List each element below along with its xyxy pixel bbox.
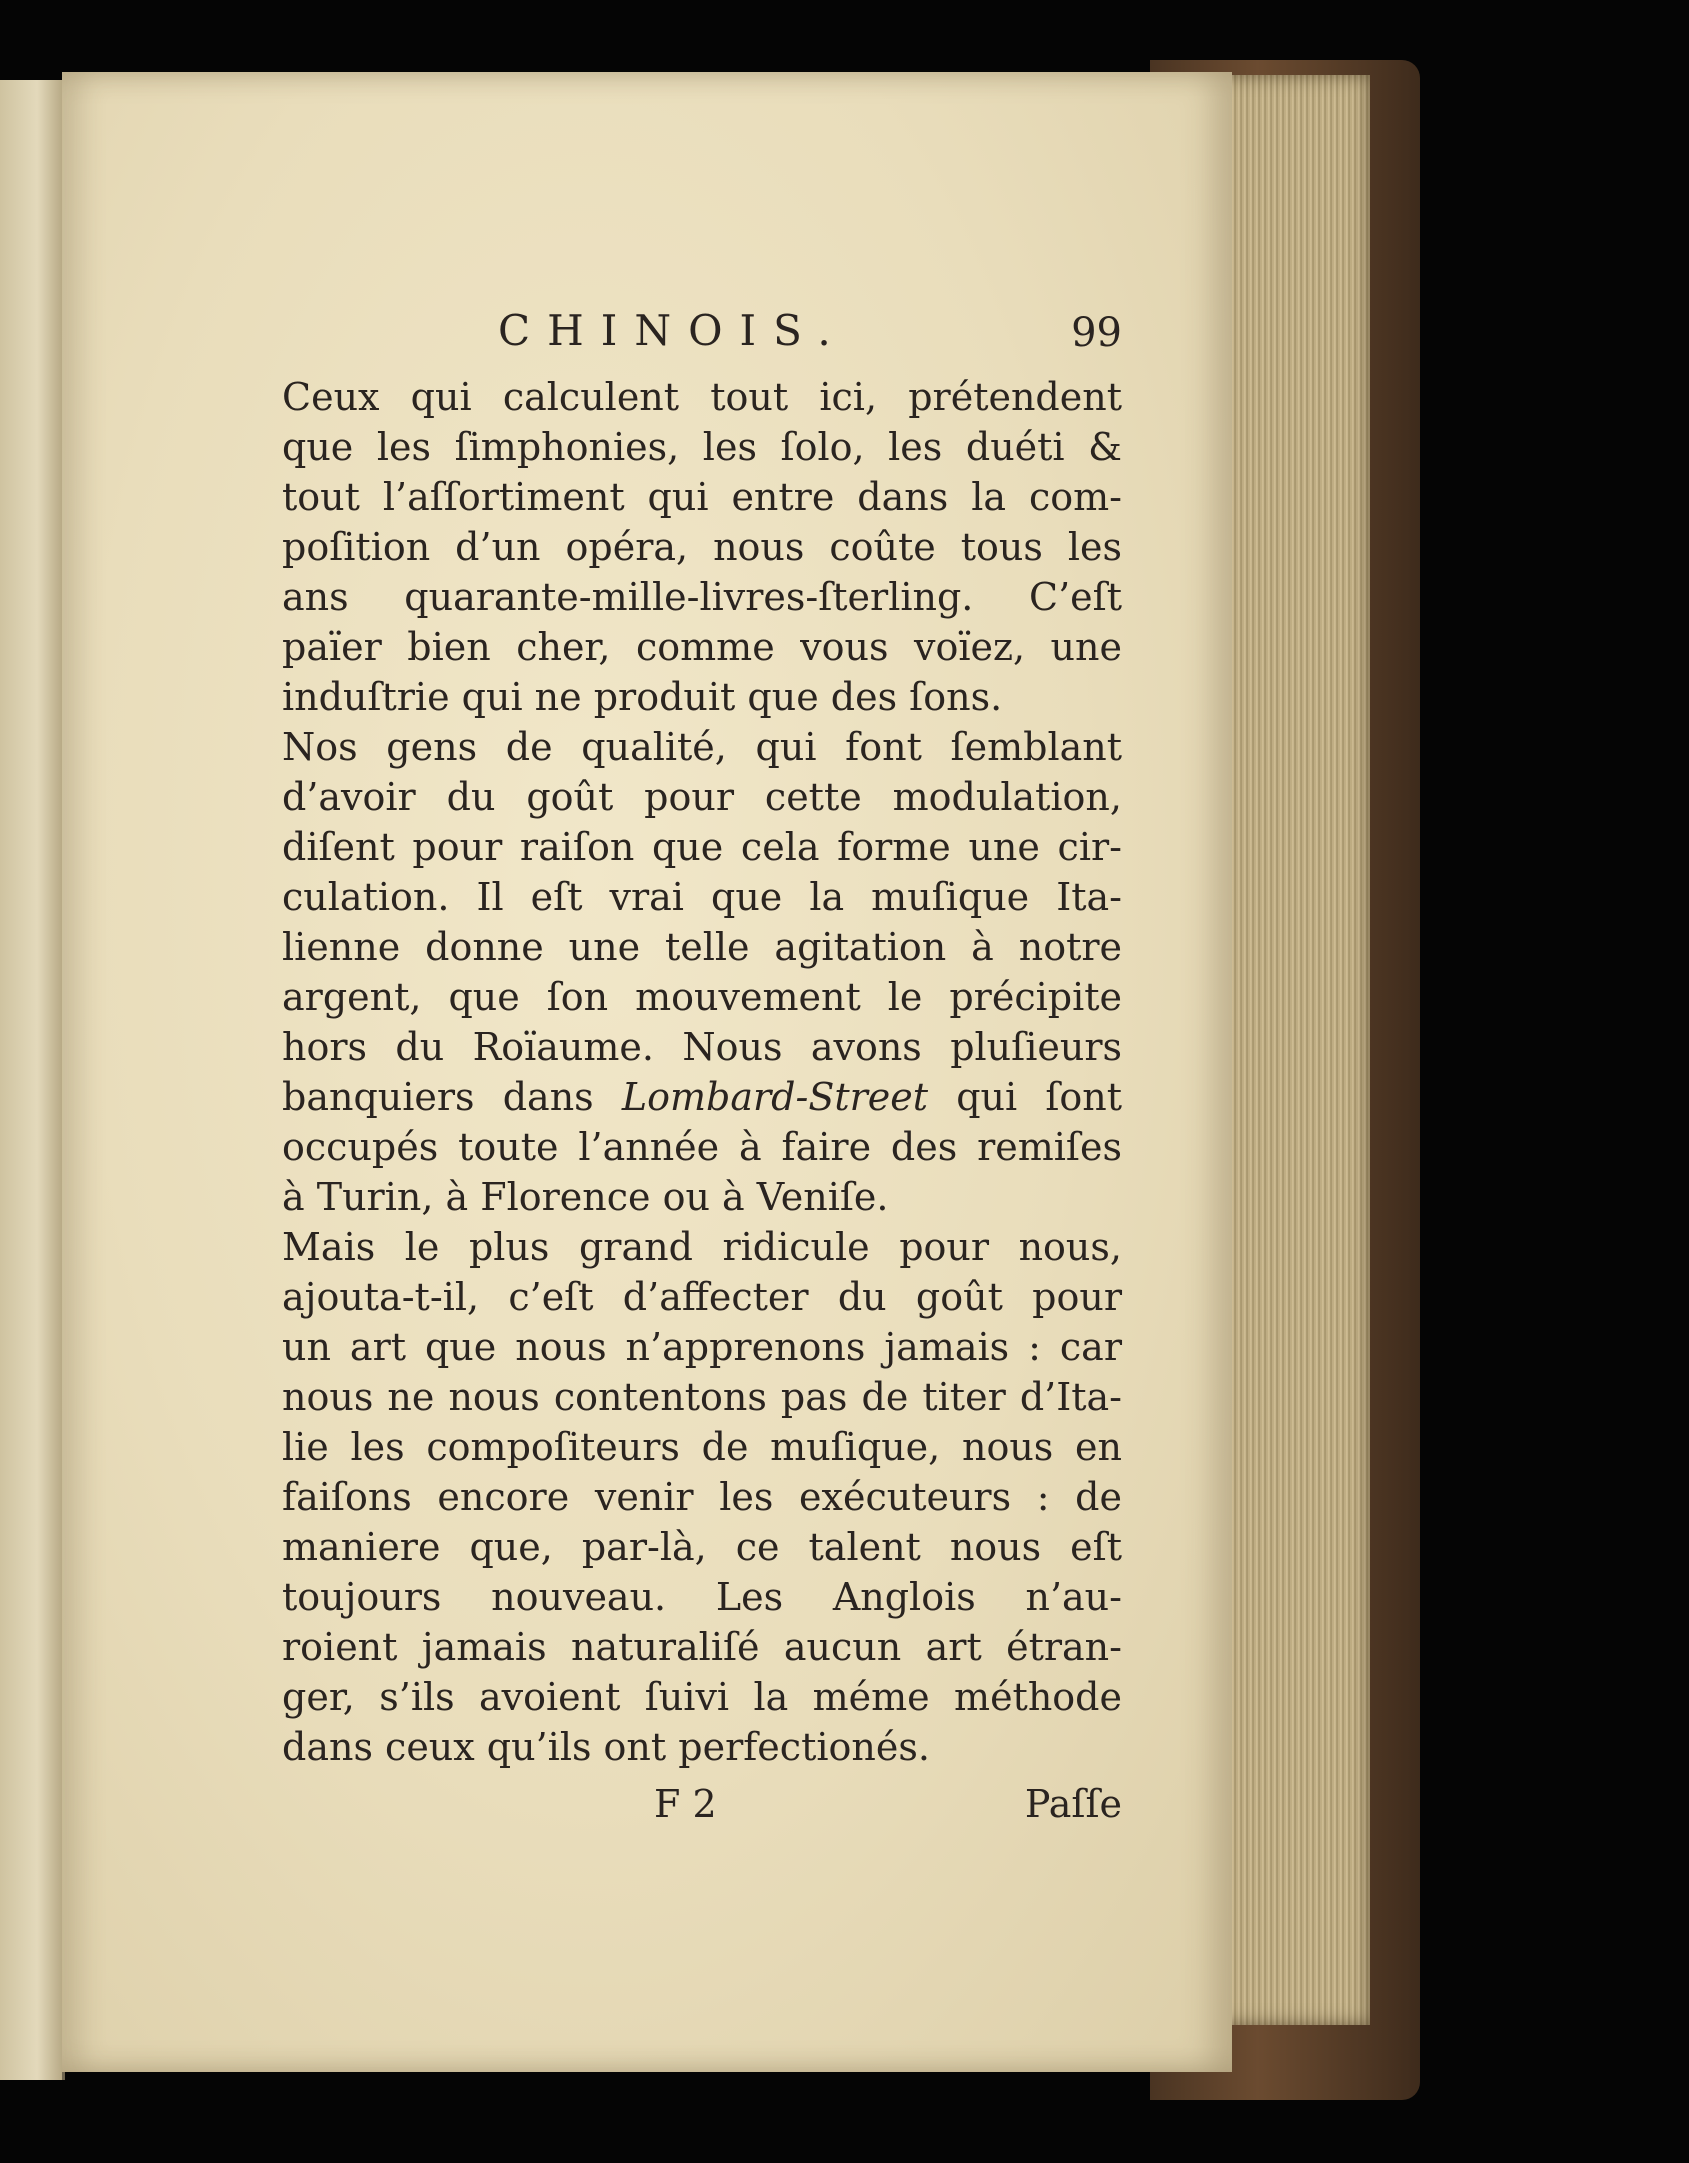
running-title: CHINOIS. — [498, 306, 848, 355]
text-line: lienne donne une telle agitation à notre — [282, 925, 1122, 969]
text-line: culation. Il eſt vrai que la muſique Ita- — [282, 875, 1122, 919]
text-line: un art que nous n’apprenons jamais : car — [282, 1325, 1122, 1369]
italic-street-name: Lombard-Street — [621, 1075, 929, 1119]
text-line: à Turin, à Florence ou à Veniſe. — [282, 1175, 889, 1219]
text-line: païer bien cher, comme vous voïez, une — [282, 625, 1122, 669]
text-block — [282, 300, 1122, 1834]
signature-mark: F 2 — [654, 1782, 717, 1826]
paragraph — [282, 722, 1122, 1222]
text-line: poſition d’un opéra, nous coûte tous les — [282, 525, 1122, 569]
text-line: Mais le plus grand ridicule pour nous, — [282, 1225, 1122, 1269]
text-line: ans quarante-mille-livres-ſterling. C’eſt — [282, 575, 1122, 619]
text-line: diſent pour raiſon que cela forme une cir- — [282, 825, 1122, 869]
text-line: tout l’aſſortiment qui entre dans la com- — [282, 475, 1122, 519]
paragraph — [282, 372, 1122, 722]
text-line: toujours nouveau. Les Anglois n’au- — [282, 1575, 1122, 1619]
text-line: hors du Roïaume. Nous avons pluſieurs — [282, 1025, 1122, 1069]
text-line: que les ſimphonies, les ſolo, les duéti & — [282, 425, 1122, 469]
text-line: lie les compoſiteurs de muſique, nous en — [282, 1425, 1122, 1469]
text-line: d’avoir du goût pour cette modulation, — [282, 775, 1122, 819]
text-line: Ceux qui calculent tout ici, prétendent — [282, 375, 1122, 419]
signature-line — [282, 1778, 1122, 1834]
text-line: argent, que ſon mouvement le précipite — [282, 975, 1122, 1019]
text-line: dans ceux qu’ils ont perfectionés. — [282, 1725, 930, 1769]
body-text — [282, 372, 1122, 1772]
text-line: maniere que, par-là, ce talent nous eſt — [282, 1525, 1122, 1569]
text-line: occupés toute l’année à faire des remiſes — [282, 1125, 1122, 1169]
text-line: nous ne nous contentons pas de titer d’Ita- — [282, 1375, 1122, 1419]
text-line: Nos gens de qualité, qui font ſemblant — [282, 725, 1122, 769]
text-line: faiſons encore venir les exécuteurs : de — [282, 1475, 1122, 1519]
page-number: 99 — [1071, 310, 1122, 356]
text-line: ger, s’ils avoient ſuivi la méme méthode — [282, 1675, 1122, 1719]
text-run: qui ſont — [928, 1075, 1122, 1119]
text-run: banquiers dans — [282, 1075, 622, 1119]
previous-page-edge — [0, 80, 65, 2080]
paragraph — [282, 1222, 1122, 1772]
catchword: Paſſe — [1024, 1782, 1122, 1826]
book-page — [62, 72, 1232, 2072]
text-line: roient jamais naturaliſé aucun art étran- — [282, 1625, 1122, 1669]
text-line — [282, 1072, 1122, 1122]
text-line: induſtrie qui ne produit que des ſons. — [282, 675, 1003, 719]
text-line: ajouta-t-il, c’eſt d’affecter du goût pour — [282, 1275, 1122, 1319]
running-head — [282, 300, 1122, 372]
